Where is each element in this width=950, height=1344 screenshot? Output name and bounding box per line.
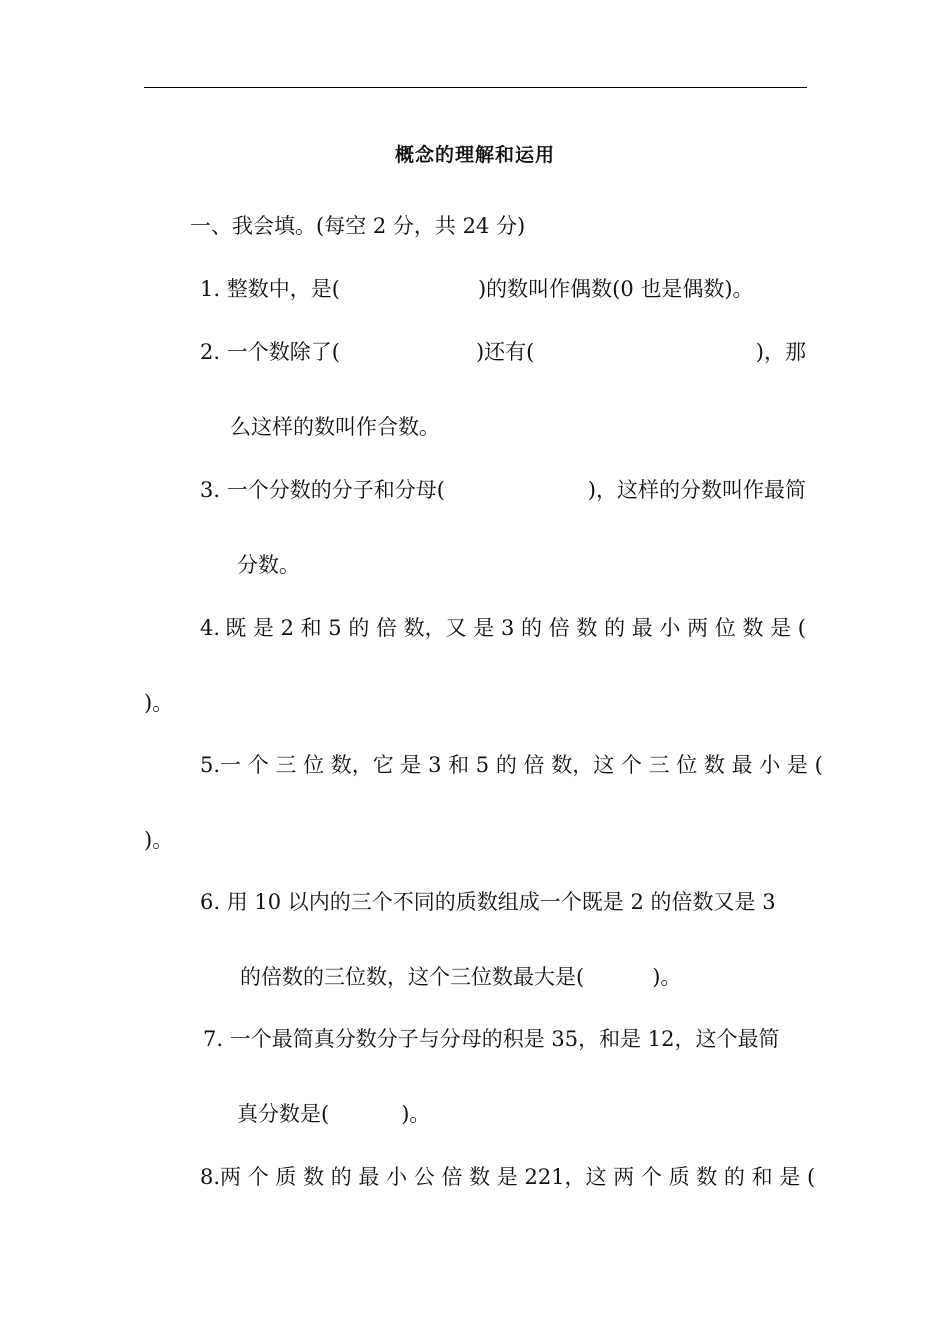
question-text: )还有( xyxy=(475,340,535,364)
question-text: )，那 xyxy=(755,340,806,364)
question-number: 8. xyxy=(200,1165,221,1189)
question-4 xyxy=(200,614,806,642)
question-3-continuation: 分数。 xyxy=(237,553,300,577)
question-text: 整数中，是( xyxy=(226,277,340,301)
question-6 xyxy=(200,888,776,916)
question-6-continuation xyxy=(240,963,681,991)
question-number: 5. xyxy=(200,753,221,777)
question-number: 2. xyxy=(200,340,221,364)
question-text: 一个数除了( xyxy=(226,340,340,364)
question-5 xyxy=(200,751,823,779)
question-number: 7. xyxy=(203,1027,224,1051)
question-3 xyxy=(200,476,806,504)
question-text: 两 个 质 数 的 最 小 公 倍 数 是 221，这 两 个 质 数 的 和 是 ( xyxy=(220,1165,816,1189)
question-text: 一个最简真分数分子与分母的积是 35，和是 12，这个最简 xyxy=(229,1027,780,1051)
question-text: )，这样的分数叫作最简 xyxy=(587,478,806,502)
question-2-continuation: 么这样的数叫作合数。 xyxy=(230,415,440,439)
question-5-continuation: )。 xyxy=(144,828,174,852)
question-7 xyxy=(203,1025,780,1053)
header-rule xyxy=(144,87,807,88)
question-1 xyxy=(200,275,754,303)
question-7-continuation xyxy=(237,1100,430,1128)
question-text: )的数叫作偶数(0 也是偶数)。 xyxy=(477,277,754,301)
question-number: 6. xyxy=(200,890,221,914)
question-4-continuation: )。 xyxy=(144,691,174,715)
question-text: 一 个 三 位 数，它 是 3 和 5 的 倍 数，这 个 三 位 数 最 小 是 ( xyxy=(220,753,823,777)
question-number: 4. xyxy=(200,616,221,640)
question-text: 既 是 2 和 5 的 倍 数，又 是 3 的 倍 数 的 最 小 两 位 数 是 ( xyxy=(225,616,806,640)
section-heading: 一、我会填。(每空 2 分，共 24 分) xyxy=(190,214,526,238)
question-text: 真分数是( xyxy=(237,1102,330,1126)
page-title: 概念的理解和运用 xyxy=(394,144,555,166)
question-text: 的倍数的三位数，这个三位数最大是( xyxy=(240,965,585,989)
question-2 xyxy=(200,338,806,366)
question-text: )。 xyxy=(401,1102,431,1126)
question-number: 3. xyxy=(200,478,221,502)
question-text: )。 xyxy=(652,965,682,989)
question-text: 用 10 以内的三个不同的质数组成一个既是 2 的倍数又是 3 xyxy=(226,890,776,914)
question-8 xyxy=(200,1163,816,1191)
question-text: 一个分数的分子和分母( xyxy=(226,478,445,502)
question-number: 1. xyxy=(200,277,221,301)
